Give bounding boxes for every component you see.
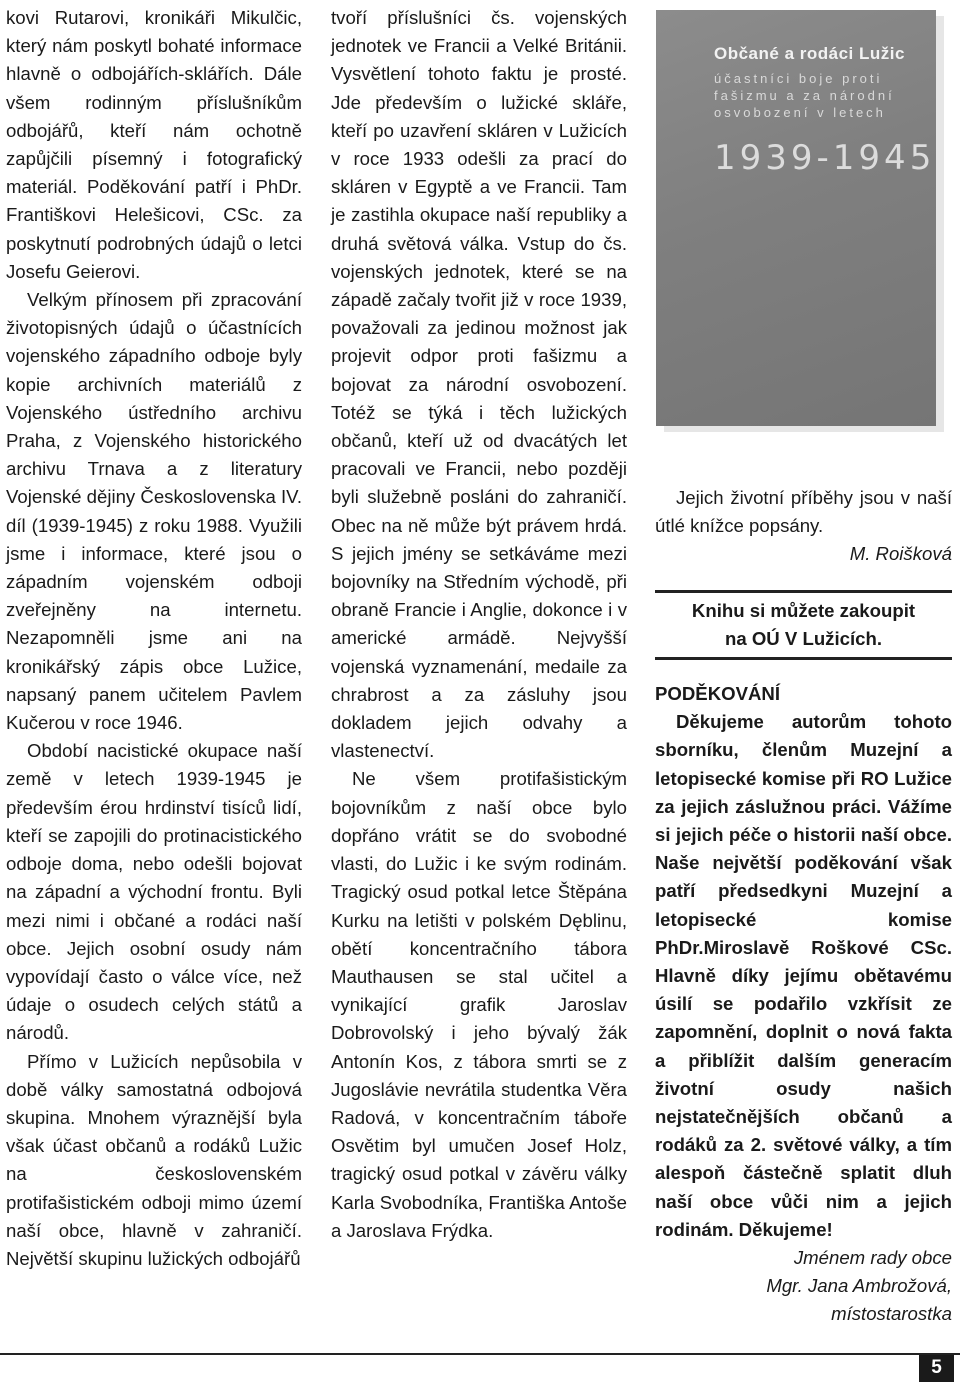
paragraph: Ne všem protifašistickým bojovníkům z naší obce bylo dopřáno vrátit se do svobodné vlasti, do Lužic i ke svým rodinám. Tragický osud potkal letce Štěpána Kurku na letišti v polském Dęblinu, obětí koncentračního tábora Mauthausen se stal učitel a vynikající grafik Jaroslav Dobrovolský i jeho bývalý žák Antonín Kos, z tábora smrti se z Jugoslávie nevrátila studentka Věra Radová, v koncentračním táboře Osvětim byl umučen Josef Holz, tragický osud potkal v závěru války Karla Svobodníka, Františka Antoše a Jaroslava Frýdka. — [331, 768, 627, 1241]
signature-line: místostarostka — [831, 1303, 952, 1325]
paragraph: kovi Rutarovi, kronikáři Mikulčic, který nám poskytl bohaté informace hlavně o odbojářích-sklářích. Dále všem rodinným příslušníkům odbojářů, kteří nám ochotně zapůjčili písemný i fotografický materiál. Poděkování patří i PhDr. Františkovi Helešicovi, CSc. za poskytnutí podrobných údajů o letci Josefu Geierovi. — [6, 7, 302, 282]
buy-notice — [655, 590, 952, 660]
page-number: 5 — [919, 1355, 954, 1382]
paragraph: Velkým přínosem při zpracování životopisných údajů o účastnících vojenského západního odboje byly kopie archivních materiálů z Vojenského ústředního archivu Praha, z Vojenského historického archivu Trnava a z literatury Vojenské dějiny Československa IV. díl (1939-1945) z roku 1988. Využili jsme i informace, které jsou o západním vojenském odboji zveřejněny na internetu. Nezapomněli jsme ani na kronikářský zápis obce Lužice, napsaný panem učitelem Pavlem Kučerou v roce 1946. — [6, 289, 302, 734]
book-cover-subtitle: účastníci boje proti — [714, 71, 883, 86]
thanks-section — [655, 680, 952, 1329]
book-cover-years: 1939-1945 — [714, 138, 936, 178]
footer-divider — [0, 1353, 960, 1355]
book-cover-subtitle: osvobození v letech — [714, 105, 886, 120]
book-cover-subtitle: fašizmu a za národní — [714, 88, 895, 103]
signature-line: Jménem rady obce — [793, 1247, 952, 1269]
book-intro: Jejich životní příběhy jsou v naší útlé knížce popsány. — [655, 487, 952, 537]
paragraph: Období nacistické okupace naší země v letech 1939-1945 je především érou hrdinství tisíců lidí, kteří se zapojili do protinacistického odboje doma, nebo odešli bojovat na západní a východní frontu. Byli mezi nimi i občané a rodáci naší obce. Jejich osobní osudy nám vypovídají často o válce více, než údaje o osudech celých států a národů. — [6, 740, 302, 1044]
text-column-middle — [331, 4, 627, 1245]
thanks-text: Děkujeme autorům tohoto sborníku, členům Muzejní a letopisecké komise při RO Lužice za jejich záslužnou práci. Vážíme si jejich péče o historii naší obce. Naše největší poděkování však patří předsedkyni Muzejní a letopisecké komise PhDr.Miroslavě Roškové CSc. Hlavně díky jejímu obětavému úsilí se podařilo vzkřísit ze zapomnění, doplnit o nová fakta a přiblížit dalším generacím životní osudy našich nejstatečnějších občanů a rodáků za 2. světové války, a tím alespoň částečně splatit dluh naší obce vůči nim a jejich rodinám. Děkujeme! — [655, 711, 952, 1240]
text-column-left — [6, 4, 302, 1273]
signature-line: Mgr. Jana Ambrožová, — [766, 1275, 952, 1297]
paragraph: Přímo v Lužicích nepůsobila v době války samostatná odbojová skupina. Mnohem výraznější byla však účast občanů a rodáků Lužic na československém protifašistickém odboji mimo území naší obce, hlavně v zahraničí. Největší skupinu lužických odbojářů — [6, 1050, 302, 1269]
buy-line: na OÚ V Lužicích. — [724, 628, 883, 649]
intro-author: M. Roišková — [849, 543, 952, 565]
book-cover-title: Občané a rodáci Lužic — [714, 44, 905, 63]
text-column-right — [655, 484, 952, 569]
thanks-heading: PODĚKOVÁNÍ — [655, 683, 781, 704]
paragraph: tvoří příslušníci čs. vojenských jednotek ve Francii a Velké Británii. Vysvětlení tohoto faktu je prosté. Jde především o lužické skláře, kteří po uzavření skláren v Lužicích v roce 1933 odešli za prací do skláren v Egyptě a ve Francii. Tam je zastihla okupace naší republiky a druhá světová válka. Vstup do čs. vojenských jednotek, které se na západě začaly tvořit již v roce 1939, považovali za jedinou možnost jak projevit odpor proti fašizmu a bojovat za národní osvobození. Totéž se týká i těch lužických občanů, kteří už od dvacátých let pracovali ve Francii, nebo později byli služebně posláni do zahraničí. Obec na ně může být právem hrdá. S jejich jmény se setkáváme mezi bojovníky na Středním východě, při obraně Francie i Anglie, dokonce i v americké armádě. Nejvyšší vojenská vyznamenání, medaile za chrabrost a za zásluhy jsou dokladem jejich odvahy a vlastenectví. — [331, 7, 627, 762]
buy-line: Knihu si můžete zakoupit — [691, 600, 916, 621]
book-cover-image — [656, 10, 936, 426]
